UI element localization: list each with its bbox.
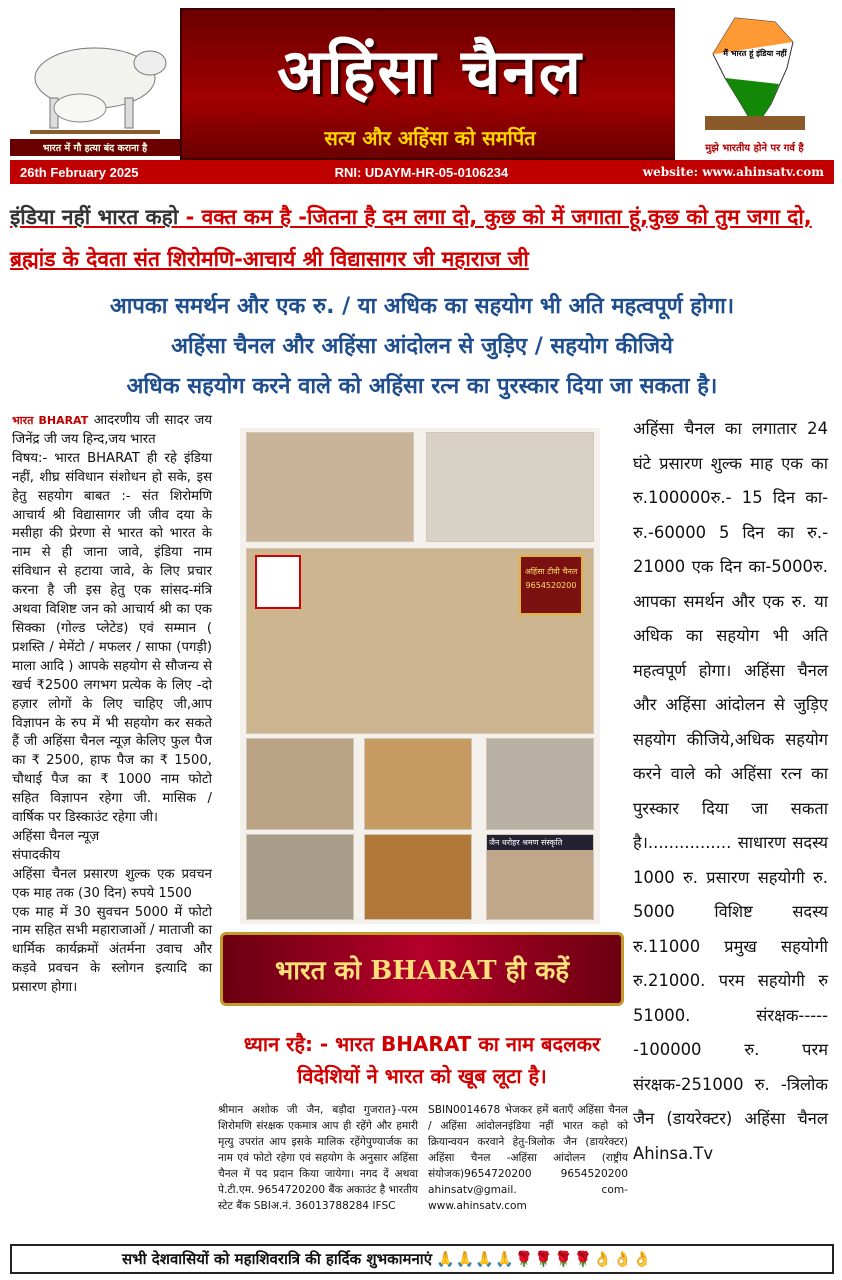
donation-note-left: श्रीमान अशोक जी जैन, बड़ौदा गुजरात}-परम शिरोमणि संरक्षक एकमात्र आप ही रहेंगे और हमारी मृत्यु उपरांत आप इसके मालिक रहेंगेपुण्यार्जक का नाम एवं फोटो रहेगा एवं सहयोग के अनुसार अहिंसा चैनल में पद प्रदान किया जायेगा। नगद दें अथवा पे.टी.एम. 9654720200 बैंक अकाउंट है भारतीय स्टेट बैंक SBIअ.नं. 36013788284 IFSC [218,1104,419,1212]
photo-6 [486,738,594,830]
warning-text: ध्यान रहै: - भारत BHARAT का नाम बदलकर विदेशियों ने भारत को खूब लूटा है। [243,1032,601,1088]
india-map-icon [675,8,834,136]
footer-greeting [10,1244,834,1274]
map-text: मैं भारत हूं इंडिया नहीं [723,49,787,58]
issue-date: 26th February 2025 [20,164,139,180]
appeal-line-2: अहिंसा चैनल और अहिंसा आंदोलन से जुड़िए / सहयोग कीजिये [171,334,673,359]
membership-tiers: साधारण सदस्य 1000 रु. प्रसारण सहयोगी रु. 5000 विशिष्ट सदस्य रु.11000 प्रमुख सहयोगी रु.21000. परम सहयोगी रु 51000. संरक्षक------100000 रु. परम संरक्षक-251000 रु. -त्रिलोक जैन (डायरेक्टर) अहिंसा चैनल Ahinsa.Tv [633,833,828,1163]
photo-5 [364,738,472,830]
sign-line-1: अहिंसा चैनल न्यूज़ [12,828,100,844]
appeal-line-1: आपका समर्थन और एक रु. / या अधिक का सहयोग भी अति महत्वपूर्ण होगा। [109,294,735,319]
date-bar [10,160,834,184]
sign-line-2: संपादकीय [12,847,61,863]
tagline: सत्य और अहिंसा को समर्पित [324,126,536,150]
photo-9 [486,834,594,920]
photo-3 [246,548,594,734]
left-body: विषय:- भारत BHARAT ही रहे इंडिया नहीं, शीघ्र संविधान संशोधन हो सके, इस हेतु सहयोग बाबत :- संत शिरोमणि आचार्य श्री विद्यासागर जी जीव दया के मसीहा की प्रेरणा से भारत को भारत के नाम से ही जाना जावे, इंडिया नाम संविधान से हटाया जावे, के लिए प्रचार करना है जी इस हेतु एक सांसद-मंत्रि अथवा विशिष्ट जन को आचार्य श्री का एक सिक्का (गोल्ड प्लेटेड) एवं सम्मान ( प्रशस्ति / मेमेंटो / मफलर / साफा (पगड़ी) माला आदि ) आपके सहयोग से सौजन्य से खर्च ₹2500 लगभग प्रत्येक के लिए -दो हज़ार लोगों के लिए चाहिए जी,आप विज्ञापन के रुप में भी सहयोग कर सकते हैं जी अहिंसा चैनल न्यूज़ केलिए फुल पैज का ₹ 2500, हाफ पैज का ₹ 1500, चौथाई पैज का ₹ 1000 नाम फोटो सहित विज्ञापन रहेगा जी. मासिक / वार्षिक पर डिस्काउंट रहेगा जी। [12,450,212,826]
headline-part2: - वक्त कम है -जितना है दम लगा दो, कुछ को में जगाता हूं,कुछ को तुम जगा दो, ब्रह्मांड के देवता संत शिरोमणि-आचार्य श्री विद्यासागर जी महाराज जी [10,205,812,271]
appeal-line-3: अधिक सहयोग करने वाले को अहिंसा रत्न का पुरस्कार दिया जा सकता है। [126,374,718,399]
ahinsa-tv-badge [519,555,583,615]
footer-text: सभी देशवासियों को महाशिवरात्रि की हार्दिक शुभकामनाएं [122,1250,432,1268]
bharat-tag: भारत BHARAT [12,414,89,427]
website: website: www.ahinsatv.com [642,165,824,179]
fee-text: अहिंसा चैनल प्रसारण शुल्क एक प्रवचन एक माह तक (30 दिन) रुपये 1500 [12,866,212,901]
photo-collage [240,428,600,924]
right-column [633,412,828,1171]
left-column [12,412,212,998]
bharat-emblem-icon [255,555,301,609]
fee-text-2: एक माह में 30 सुवचन 5000 में फोटो नाम सहित सभी महाराजाओं / माताजी का धार्मिक कार्यक्रमों अंतर्मना उवाच और कड़वे प्रवचन के स्लोगन इत्यादि का प्रसारण होगा। [12,904,212,996]
greeting: आदरणीय जी सादर जय जिनेंद्र जी जय हिन्द,जय भारत [12,413,212,447]
donation-note-right: SBIN0014678 भेजकर हमें बताएँ अहिंसा चैनल / अहिंसा आंदोलनइंडिया नहीं भारत कहो को क्रियान्वयन करवाने हेतु-त्रिलोक जैन (डायरेक्टर) अहिंसा चैनल -अहिंसा आंदोलन (राष्ट्रीय संयोजक)9654720200 9654520200 ahinsatv@gmail. com-www.ahinsatv.com [428,1104,628,1212]
photo-4 [246,738,354,830]
badge-text: अहिंसा टीवी चैनल [524,567,578,576]
broadcast-fees: अहिंसा चैनल का लगातार 24 घंटे प्रसारण शुल्क माह एक का रु.100000रु.- 15 दिन का-रु.-60000 5 दिन का रु.- 21000 एक दिन का-5000रु. आपका समर्थन और एक रु. या अधिक का सहयोग भी अति महत्वपूर्ण होगा। अहिंसा चैनल और अहिंसा आंदोलन से जुड़िए सहयोग कीजिये,अधिक सहयोग करने वाले को अहिंसा रत्न का पुरस्कार दिया जा सकता है।................ [633,419,828,852]
left-caption: भारत में गौ हत्या बंद कराना है [10,139,180,156]
footer-emoji: 🙏🙏🙏🙏🌹🌹🌹🌹👌👌👌 [436,1250,653,1268]
cow-icon [10,8,180,138]
photo-1 [246,432,414,542]
cow-illustration [10,8,180,160]
right-caption: मुझे भारतीय होने पर गर्व है [675,138,834,156]
india-map-panel [675,8,834,160]
photo-2 [426,432,594,542]
bharat-banner: भारत को BHARAT ही कहें [220,932,624,1006]
channel-title: अहिंसा चैनल [277,35,583,108]
badge-phone: 9654520200 [525,581,577,590]
photo-7 [246,834,354,920]
collage-caption: जैन धरोहर श्रमण संस्कृति [487,835,593,850]
photo-8 [364,834,472,920]
headline [10,196,834,280]
masthead [10,8,834,160]
headline-part1: इंडिया नहीं भारत कहो [10,205,179,229]
title-panel [180,8,680,160]
rni-number: RNI: UDAYM-HR-05-0106234 [334,164,509,180]
